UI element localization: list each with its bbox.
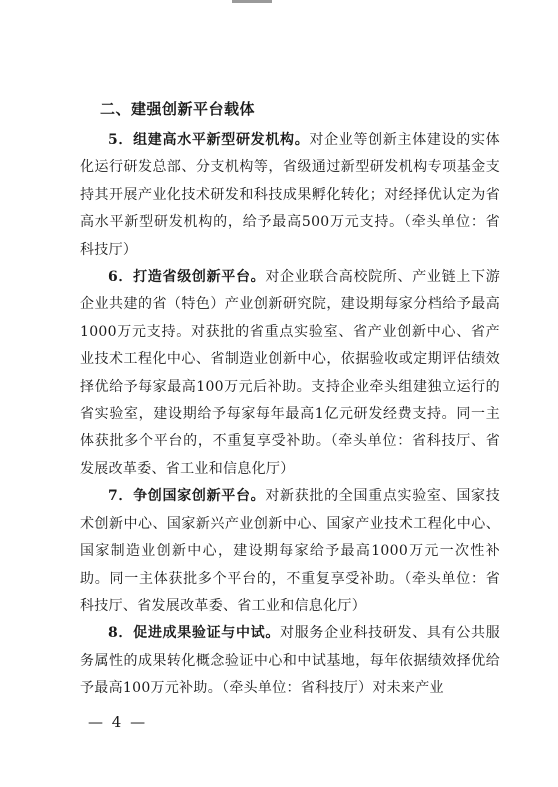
paragraph-5-body: 对企业等创新主体建设的实体化运行研发总部、分支机构等，省级通过新型研发机构专项基金支持其开展产业化技术研发和科技成果孵化转化；对经择优认定为省高水平新型研发机构的，给予最高500万元支持。（牵头单位：省科技厅） xyxy=(80,132,500,258)
document-body xyxy=(80,97,500,703)
paragraph-8-lead: 8．促进成果验证与中试。 xyxy=(108,625,281,642)
section-heading: 二、建强创新平台载体 xyxy=(100,100,256,118)
paragraph-7-lead: 7．争创国家创新平台。 xyxy=(108,488,266,505)
paragraph-8 xyxy=(80,620,500,702)
paragraph-8-body: 对服务企业科技研发、具有公共服务属性的成果转化概念验证中心和中试基地，每年依据绩效择优给予最高100万元补助。（牵头单位：省科技厅）对未来产业 xyxy=(80,625,500,697)
paragraph-7-body: 对新获批的全国重点实验室、国家技术创新中心、国家新兴产业创新中心、国家产业技术工程化中心、国家制造业创新中心，建设期每家给予最高1000万元一次性补助。同一主体获批多个平台的，不重复享受补助。（牵头单位：省科技厅、省发展改革委、省工业和信息化厅） xyxy=(80,488,500,614)
paragraph-6-body: 对企业联合高校院所、产业链上下游企业共建的省（特色）产业创新研究院，建设期每家分档给予最高1000万元支持。对获批的省重点实验室、省产业创新中心、省产业技术工程化中心、省制造业创新中心，依据验收或定期评估绩效择优给予每家最高100万元后补助。支持企业牵头组建独立运行的省实验室，建设期给予每家每年最高1亿元研发经费支持。同一主体获批多个平台的，不重复享受补助。（牵头单位：省科技厅、省发展改革委、省工业和信息化厅） xyxy=(80,269,500,477)
paragraph-5 xyxy=(80,127,500,264)
paragraph-7 xyxy=(80,483,500,620)
paragraph-5-lead: 5．组建高水平新型研发机构。 xyxy=(108,132,310,148)
paragraph-6 xyxy=(80,264,500,483)
paragraph-6-lead: 6．打造省级创新平台。 xyxy=(108,269,266,286)
page-number: — 4 — xyxy=(88,713,148,731)
page-top-mark xyxy=(232,0,272,3)
